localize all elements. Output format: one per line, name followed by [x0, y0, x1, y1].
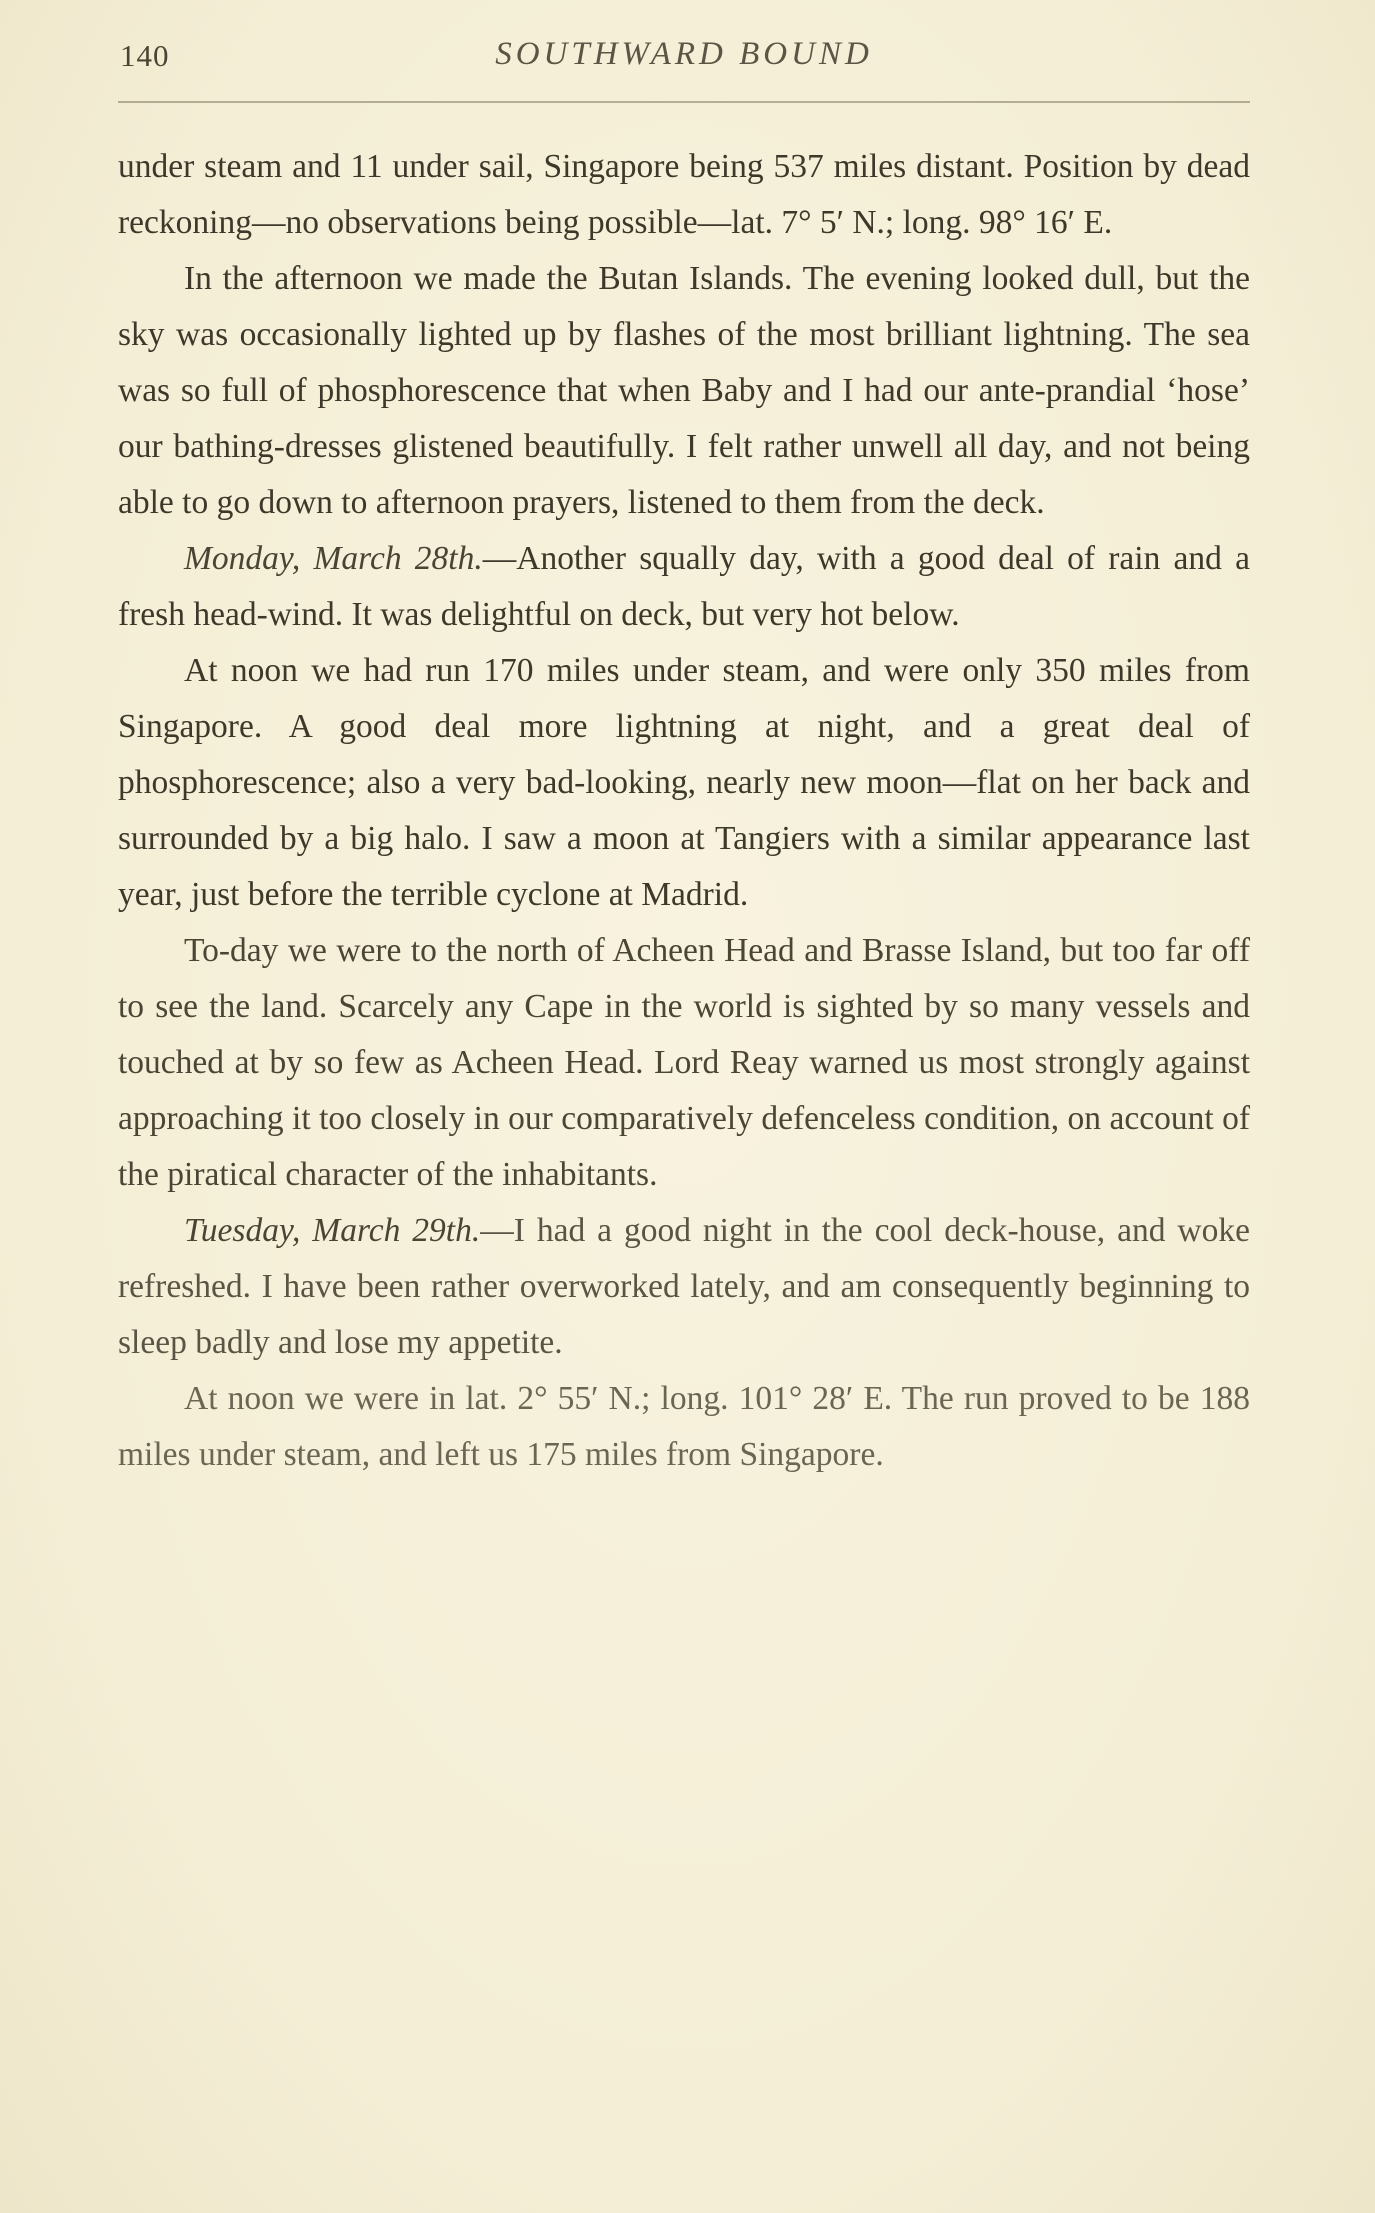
entry-date: Monday, March 28th. [184, 540, 483, 577]
entry-date: Tuesday, March 29th. [184, 1212, 481, 1249]
page-number: 140 [120, 38, 170, 73]
paragraph: under steam and 11 under sail, Singapore being 537 miles distant. Position by dead reckoning—no observations being possible—lat. 7° 5′ N.; long. 98° 16′ E. [118, 148, 1250, 241]
header-rule [118, 101, 1250, 103]
paragraph: At noon we had run 170 miles under steam, and were only 350 miles from Singapore. A good deal more lightning at night, and a great deal of phosphorescence; also a very bad-looking, nearly new moon—flat on her back and surrounded by a big halo. I saw a moon at Tangiers with a similar appearance last year, just before the terrible cyclone at Madrid. [118, 652, 1250, 913]
running-title: SOUTHWARD BOUND [495, 36, 873, 72]
paragraph-text: —Another squally day, with a good deal of rain and a fresh head-wind. It was delightful on deck, but very hot below. [118, 540, 1250, 633]
diary-entry-paragraph [118, 1203, 1250, 1371]
paragraph-text: —I had a good night in the cool deck-house, and woke refreshed. I have been rather overworked lately, and am consequently beginning to sleep badly and lose my appetite. [118, 1212, 1250, 1361]
paragraph: At noon we were in lat. 2° 55′ N.; long. 101° 28′ E. The run proved to be 188 miles under steam, and left us 175 miles from Singapore. [118, 1380, 1250, 1473]
paragraph: In the afternoon we made the Butan Islands. The evening looked dull, but the sky was occasionally lighted up by flashes of the most brilliant lightning. The sea was so full of phosphorescence that when Baby and I had our ante-prandial ‘hose’ our bathing-dresses glistened beautifully. I felt rather unwell all day, and not being able to go down to afternoon prayers, listened to them from the deck. [118, 260, 1250, 521]
diary-entry-paragraph [118, 531, 1250, 643]
body-text [118, 139, 1250, 1483]
paragraph: To-day we were to the north of Acheen Head and Brasse Island, but too far off to see the land. Scarcely any Cape in the world is sighted by so many vessels and touched at by so few as Acheen Head. Lord Reay warned us most strongly against approaching it too closely in our comparatively defenceless condition, on account of the piratical character of the inhabitants. [118, 932, 1250, 1193]
page-header [118, 30, 1250, 80]
